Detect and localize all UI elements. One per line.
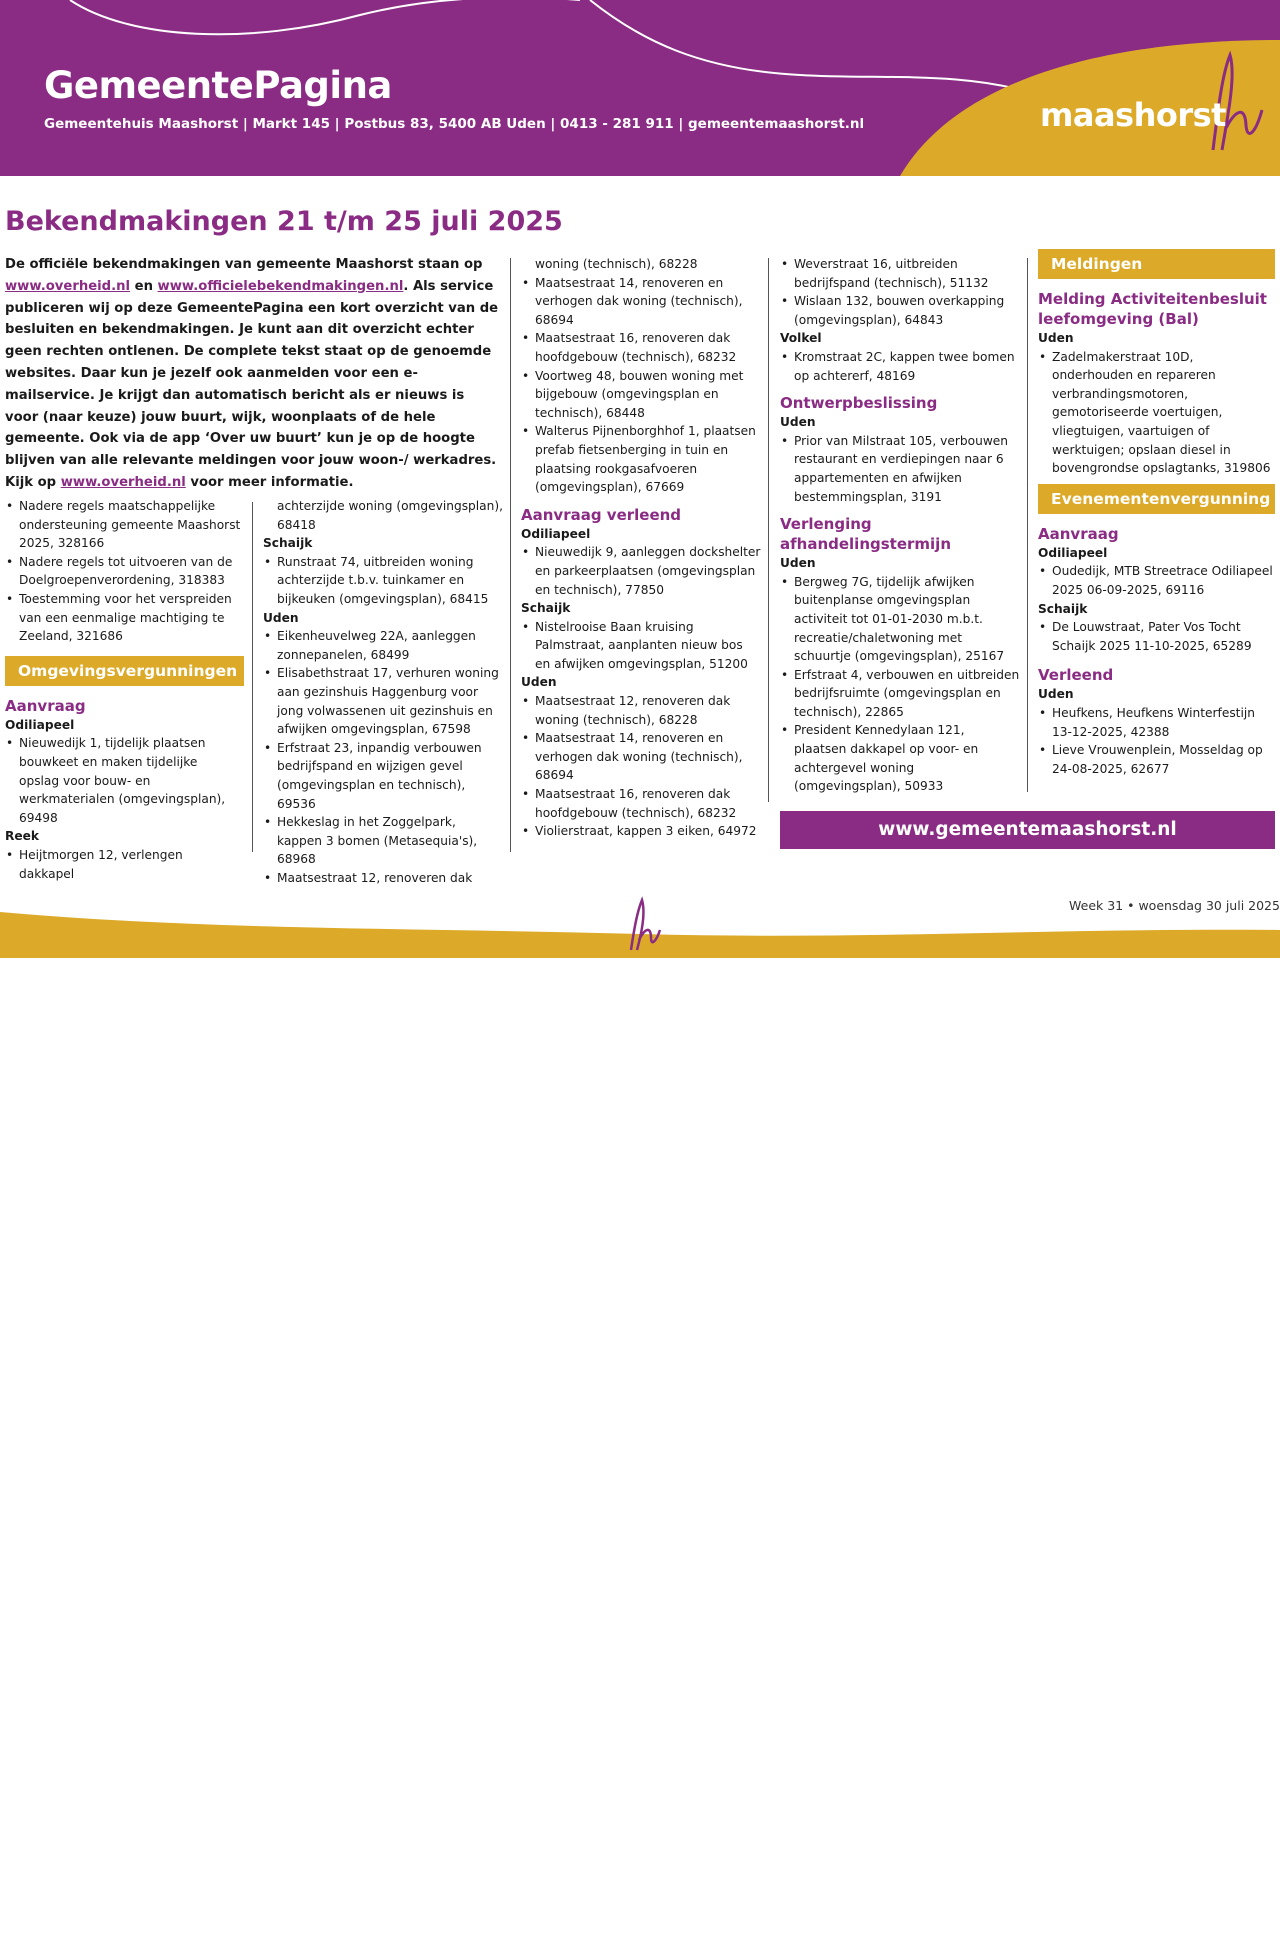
- location-label: Uden: [780, 415, 816, 430]
- contact-line: Gemeentehuis Maashorst | Markt 145 | Postbus 83, 5400 AB Uden | 0413 - 281 911 | gemeentemaashorst.nl: [44, 116, 865, 132]
- section-heading: Melding Activiteitenbesluit leefomgeving (Bal): [1038, 290, 1267, 328]
- list: [780, 432, 1020, 506]
- intro-text: De officiële bekendmakingen van gemeente Maashorst staan op: [5, 257, 483, 272]
- column-divider: [510, 258, 511, 852]
- list-item: • Eikenheuvelweg 22A, aanleggen zonnepanelen, 68499: [263, 627, 503, 664]
- location-label: Uden: [1038, 331, 1074, 345]
- list: [521, 692, 761, 841]
- list: [1038, 704, 1275, 778]
- list: [780, 573, 1020, 796]
- list: [521, 618, 761, 674]
- list-item: • Weverstraat 16, uitbreiden bedrijfspand (technisch), 51132: [780, 255, 1020, 292]
- continued-text: woning (technisch), 68228: [535, 257, 698, 271]
- column-1: [5, 497, 241, 883]
- section-heading: Aanvraag verleend: [521, 505, 682, 524]
- location-label: Uden: [1038, 687, 1074, 702]
- list: [5, 734, 241, 827]
- intro-text: en: [130, 278, 158, 294]
- location-label: Odiliapeel: [5, 717, 75, 732]
- continued-text: achterzijde woning (omgevingsplan), 68418: [277, 499, 503, 532]
- intro-text: . Als service publiceren wij op deze GemeentePagina een kort overzicht van de besluiten en bekendmakingen. Je kunt aan dit overzicht echter geen rechten ontlenen. De complete tekst staat op de genoemde websites. Daar kun je jezelf ook aanmelden voor een e-mailservice. Je krijgt dan automatisch bericht als er nieuws is voor (naar keuze) jouw buurt, wijk, woonplaats of de hele gemeente. Ook via de app ‘Over uw buurt’ kun je op de hoogte blijven van alle relevante meldingen voor jouw woon-/ werkadres. Kijk op: [5, 278, 499, 490]
- list-item: • President Kennedylaan 121, plaatsen dakkapel op voor- en achtergevel woning (omgevingsplan), 50933: [780, 721, 1020, 795]
- list-item: • Hekkeslag in het Zoggelpark, kappen 3 bomen (Metasequia's), 68968: [263, 813, 503, 869]
- section-bar-omgevingsvergunningen: Omgevingsvergunningen: [5, 656, 244, 686]
- list: [5, 497, 241, 646]
- section-bar-meldingen: Meldingen: [1038, 249, 1275, 279]
- list-item: • Nadere regels tot uitvoeren van de Doelgroepenverordening, 318383: [5, 553, 241, 590]
- location-label: Odiliapeel: [1038, 545, 1108, 560]
- list-item: • Erfstraat 23, inpandig verbouwen bedrijfspand en wijzigen gevel (omgevingsplan en technisch), 69536: [263, 739, 503, 813]
- list: [1038, 562, 1275, 599]
- list-item: • Maatsestraat 12, renoveren dak woning (technisch), 68228: [521, 692, 761, 729]
- website-link-banner[interactable]: www.gemeentemaashorst.nl: [780, 811, 1275, 849]
- list: [1038, 348, 1275, 478]
- list-item: • Maatsestraat 12, renoveren dak: [263, 869, 503, 888]
- list-item: • Violierstraat, kappen 3 eiken, 64972: [521, 822, 761, 841]
- list: [780, 348, 1020, 385]
- list-item: • Runstraat 74, uitbreiden woning achterzijde t.b.v. tuinkamer en bijkeuken (omgevingsplan), 68415: [263, 553, 503, 609]
- section-heading: Verlenging afhandelingstermijn: [780, 515, 951, 554]
- list-item: • Toestemming voor het verspreiden van een eenmalige machtiging te Zeeland, 321686: [5, 590, 241, 646]
- page-header: [0, 0, 1280, 176]
- section-heading: Aanvraag: [1038, 524, 1119, 543]
- list-item: • De Louwstraat, Pater Vos Tocht Schaijk 2025 11-10-2025, 65289: [1038, 618, 1275, 655]
- location-label: Schaijk: [263, 536, 313, 551]
- overheid-link[interactable]: www.overheid.nl: [60, 474, 186, 490]
- list-item: • Walterus Pijnenborghhof 1, plaatsen prefab fietsenberging in tuin en plaatsing rookgasafvoeren (omgevingsplan), 67669: [521, 422, 761, 496]
- list: [263, 627, 503, 887]
- list-item: • Heijtmorgen 12, verlengen dakkapel: [5, 846, 241, 883]
- section-heading: Verleend: [1038, 666, 1114, 685]
- intro-paragraph: [5, 254, 500, 494]
- officielebekendmakingen-link[interactable]: www.officielebekendmakingen.nl: [157, 278, 404, 294]
- list-item: • Nadere regels maatschappelijke ondersteuning gemeente Maashorst 2025, 328166: [5, 497, 241, 553]
- footer-date: Week 31 • woensdag 30 juli 2025: [1069, 898, 1280, 913]
- overheid-link[interactable]: www.overheid.nl: [5, 278, 131, 294]
- list-item: • Wislaan 132, bouwen overkapping (omgevingsplan), 64843: [780, 292, 1020, 329]
- list-item: • Maatsestraat 16, renoveren dak hoofdgebouw (technisch), 68232: [521, 329, 761, 366]
- list-item: • Kromstraat 2C, kappen twee bomen op achtererf, 48169: [780, 348, 1020, 385]
- location-label: Odiliapeel: [521, 526, 591, 541]
- column-5: [1038, 249, 1275, 778]
- list-item: • Nieuwedijk 1, tijdelijk plaatsen bouwkeet en maken tijdelijke opslag voor bouw- en werkmaterialen (omgevingsplan), 69498: [5, 734, 241, 827]
- column-divider: [252, 502, 253, 852]
- list-item: • Maatsestraat 14, renoveren en verhogen dak woning (technisch), 68694: [521, 729, 761, 785]
- list: [521, 274, 761, 497]
- list: [780, 255, 1020, 329]
- location-label: Reek: [5, 829, 40, 844]
- list-item: • Voortweg 48, bouwen woning met bijgebouw (omgevingsplan en technisch), 68448: [521, 367, 761, 423]
- list-item: • Bergweg 7G, tijdelijk afwijken buitenplanse omgevingsplan activiteit tot 01-01-2030 m.b.t. recreatie/chaletwoning met schuurtje (omgevingsplan), 25167: [780, 573, 1020, 666]
- column-divider: [1027, 258, 1028, 792]
- list: [5, 846, 241, 883]
- column-divider: [768, 258, 769, 802]
- location-label: Uden: [780, 556, 816, 571]
- list-item: • Heufkens, Heufkens Winterfestijn 13-12-2025, 42388: [1038, 704, 1275, 741]
- list-item: • Erfstraat 4, verbouwen en uitbreiden bedrijfsruimte (omgevingsplan en technisch), 22865: [780, 666, 1020, 722]
- page-brand-title: GemeentePagina: [44, 64, 392, 107]
- maashorst-logo: maashorst: [1040, 96, 1226, 134]
- column-2: [263, 497, 503, 887]
- list-item: • Maatsestraat 14, renoveren en verhogen dak woning (technisch), 68694: [521, 274, 761, 330]
- list-item: • Lieve Vrouwenplein, Mosseldag op 24-08-2025, 62677: [1038, 741, 1275, 778]
- intro-text: voor meer informatie.: [185, 474, 354, 490]
- list: [1038, 618, 1275, 655]
- list-item: • Oudedijk, MTB Streetrace Odiliapeel 2025 06-09-2025, 69116: [1038, 562, 1275, 599]
- location-label: Uden: [263, 610, 299, 625]
- list-item: • Nistelrooise Baan kruising Palmstraat, aanplanten nieuw bos en afwijken omgevingsplan, 51200: [521, 618, 761, 674]
- section-heading: Aanvraag: [5, 696, 86, 715]
- list: [263, 553, 503, 609]
- location-label: Volkel: [780, 331, 822, 346]
- location-label: Uden: [521, 675, 557, 690]
- column-4: [780, 255, 1020, 796]
- list-item: • Zadelmakerstraat 10D, onderhouden en repareren verbrandingsmotoren, gemotoriseerde voertuigen, vliegtuigen, vaartuigen of werktuigen; opslaan diesel in bovengrondse opslagtanks, 319806: [1038, 348, 1275, 478]
- location-label: Schaijk: [521, 601, 571, 616]
- list-item: • Maatsestraat 16, renoveren dak hoofdgebouw (technisch), 68232: [521, 785, 761, 822]
- list-item: • Nieuwedijk 9, aanleggen dockshelter en parkeerplaatsen (omgevingsplan en technisch), 77850: [521, 543, 761, 599]
- page-title: Bekendmakingen 21 t/m 25 juli 2025: [5, 206, 563, 237]
- list-item: • Prior van Milstraat 105, verbouwen restaurant en verdiepingen naar 6 appartementen en afwijken bestemmingsplan, 3191: [780, 432, 1020, 506]
- column-3: [521, 255, 761, 841]
- section-bar-evenementenvergunning: Evenementenvergunning: [1038, 484, 1275, 514]
- list-item: • Elisabethstraat 17, verhuren woning aan gezinshuis Haggenburg voor jong volwassenen uit gezinshuis en afwijken omgevingsplan, 67598: [263, 664, 503, 738]
- location-label: Schaijk: [1038, 601, 1088, 616]
- list: [521, 543, 761, 599]
- section-heading: Ontwerpbeslissing: [780, 394, 938, 413]
- footer-wave: [0, 890, 1280, 970]
